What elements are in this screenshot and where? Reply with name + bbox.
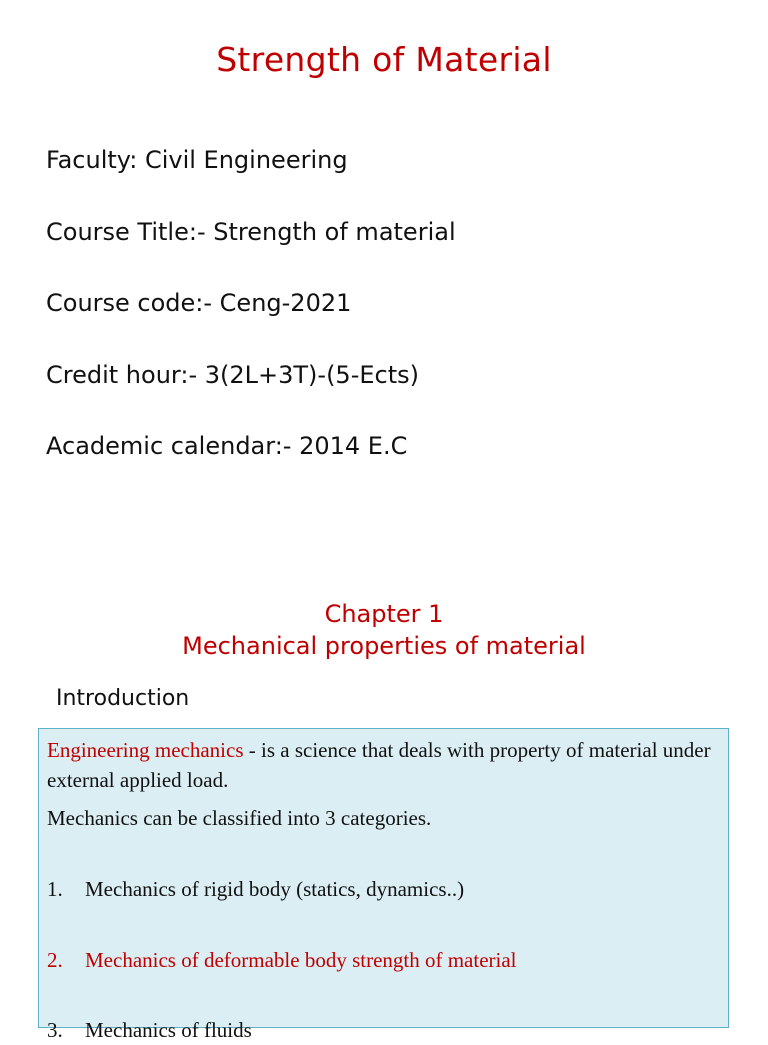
list-item-number: 3. bbox=[47, 1018, 63, 1042]
definition-paragraph bbox=[47, 735, 722, 795]
course-title-line: Course Title:- Strength of material bbox=[46, 218, 456, 246]
list-item-text: Mechanics of deformable body strength of material bbox=[85, 948, 517, 972]
list-item bbox=[47, 874, 722, 904]
list-item-text: Mechanics of rigid body (statics, dynamics..) bbox=[85, 877, 465, 901]
content-box bbox=[38, 728, 729, 1042]
course-code-line: Course code:- Ceng-2021 bbox=[46, 289, 352, 317]
list-item bbox=[47, 1015, 722, 1045]
classification-line: Mechanics can be classified into 3 categories. bbox=[47, 806, 432, 830]
definition-term: Engineering mechanics bbox=[47, 738, 244, 762]
credit-hour-line: Credit hour:- 3(2L+3T)-(5-Ects) bbox=[46, 361, 419, 389]
definition-text: - is a science that deals with property of material under external applied load. bbox=[47, 738, 711, 792]
list-item bbox=[47, 945, 722, 975]
list-item-number: 2. bbox=[47, 948, 63, 972]
faculty-line: Faculty: Civil Engineering bbox=[46, 146, 348, 174]
list-item-number: 1. bbox=[47, 877, 63, 901]
chapter-title: Mechanical properties of material bbox=[182, 632, 586, 660]
section-heading: Introduction bbox=[56, 686, 190, 711]
academic-calendar-line: Academic calendar:- 2014 E.C bbox=[46, 432, 408, 460]
list-item-text: Mechanics of fluids bbox=[85, 1018, 252, 1042]
chapter-number: Chapter 1 bbox=[324, 600, 444, 628]
page-title: Strength of Material bbox=[216, 40, 552, 79]
